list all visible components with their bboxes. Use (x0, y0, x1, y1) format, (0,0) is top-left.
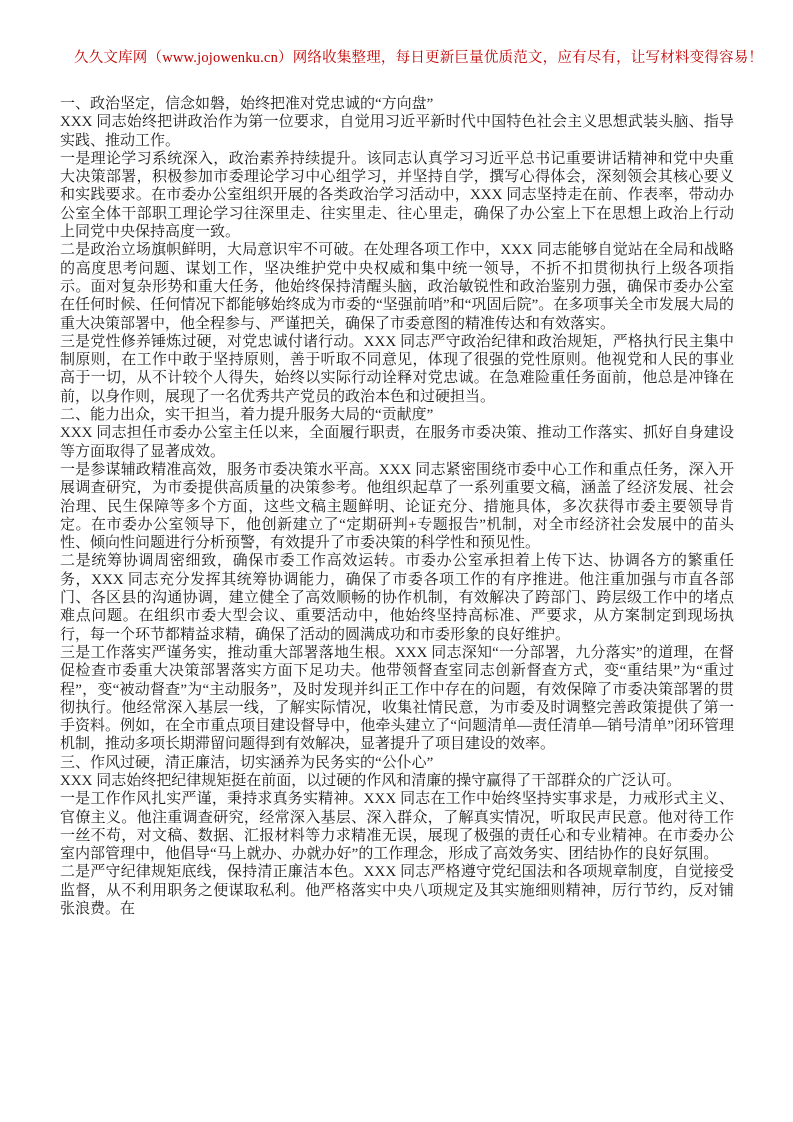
section-heading-1: 一、政治坚定，信念如磐，始终把准对党忠诚的“方向盘” (60, 96, 434, 112)
paragraph: 二是严守纪律规矩底线，保持清正廉洁本色。XXX 同志严格遵守党纪国法和各项规章制度，自觉接受监督，从不利用职务之便谋取私利。他严格落实中央八项规定及其实施细则精神，厉行节约，反对铺张浪费。在 (60, 864, 734, 918)
section-heading-3: 三、作风过硬，清正廉洁，切实涵养为民务实的“公仆心” (60, 754, 434, 771)
paragraph: 一是参谋辅政精准高效，服务市委决策水平高。XXX 同志紧密围绕市委中心工作和重点任务，深入开展调查研究，为市委提供高质量的决策参考。他组织起草了一系列重要文稿，涵盖了经济发展、社会治理、民生保障等多个方面，这些文稿主题鲜明、论证充分、措施具体，多次获得市委主要领导肯定。在市委办公室领导下，他创新建立了“定期研判+专题报告”机制，对全市经济社会发展中的苗头性、倾向性问题进行分析预警，有效提升了市委决策的科学性和预见性。 (60, 461, 734, 552)
paragraph: 一是工作作风扎实严谨，秉持求真务实精神。XXX 同志在工作中始终坚持实事求是，力戒形式主义、官僚主义。他注重调查研究，经常深入基层、深入群众，了解真实情况，听取民声民意。他对待工作一丝不苟，对文稿、数据、汇报材料等力求精准无误，展现了极强的责任心和专业精神。在市委办公室内部管理中，他倡导“马上就办、办就办好”的工作理念，形成了高效务实、团结协作的良好氛围。 (60, 791, 734, 863)
paragraph: 三是党性修养锤炼过硬，对党忠诚付诸行动。XXX 同志严守政治纪律和政治规矩，严格执行民主集中制原则，在工作中敢于坚持原则，善于听取不同意见，体现了很强的党性原则。他视党和人民的事业高于一切，从不计较个人得失，始终以实际行动诠释对党忠诚。在急难险重任务面前，他总是冲锋在前，以身作则，展现了一名优秀共产党员的政治本色和过硬担当。 (60, 333, 734, 405)
paragraph: XXX 同志始终把纪律规矩挺在前面，以过硬的作风和清廉的操守赢得了干部群众的广泛认可。 (60, 772, 682, 789)
section-heading-2: 二、能力出众，实干担当，着力提升服务大局的“贡献度” (60, 407, 434, 424)
paragraph: 二是统筹协调周密细致，确保市委工作高效运转。市委办公室承担着上传下达、协调各方的繁重任务，XXX 同志充分发挥其统筹协调能力，确保了市委各项工作的有序推进。他注重加强与市直各部门、各区县的沟通协调，建立健全了高效顺畅的协作机制，有效解决了跨部门、跨层级工作中的堵点难点问题。在组织市委大型会议、重要活动中，他始终坚持高标准、严要求，从方案制定到现场执行，每一个环节都精益求精，确保了活动的圆满成功和市委形象的良好维护。 (60, 553, 734, 643)
document-body (60, 95, 734, 918)
paragraph: XXX 同志担任市委办公室主任以来，全面履行职责，在服务市委决策、推动工作落实、抓好自身建设等方面取得了显著成效。 (60, 425, 734, 460)
paragraph: 二是政治立场旗帜鲜明，大局意识牢不可破。在处理各项工作中，XXX 同志能够自觉站在全局和战略的高度思考问题、谋划工作，坚决维护党中央权威和集中统一领导，不折不扣贯彻执行上级各项指示。面对复杂形势和重大任务，他始终保持清醒头脑，政治敏锐性和政治鉴别力强，确保市委办公室在任何时候、任何情况下都能够始终成为市委的“坚强前哨”和“巩固后院”。在多项事关全市发展大局的重大决策部署中，他全程参与、严谨把关，确保了市委意图的精准传达和有效落实。 (60, 242, 734, 332)
paragraph: 三是工作落实严谨务实，推动重大部署落地生根。XXX 同志深知“一分部署，九分落实”的道理，在督促检查市委重大决策部署落实方面下足功夫。他带领督查室同志创新督查方式，变“重结果”为“重过程”，变“被动督查”为“主动服务”，及时发现并纠正工作中存在的问题，有效保障了市委决策部署的贯彻执行。他经常深入基层一线，了解实际情况，收集社情民意，为市委及时调整完善政策提供了第一手资料。例如，在全市重点项目建设督导中，他牵头建立了“问题清单—责任清单—销号清单”闭环管理机制，推动多项长期滞留问题得到有效解决，显著提升了项目建设的效率。 (60, 644, 734, 753)
paragraph: XXX 同志始终把讲政治作为第一位要求，自觉用习近平新时代中国特色社会主义思想武装头脑、指导实践、推动工作。 (60, 114, 734, 149)
watermark-header (74, 49, 764, 68)
watermark-text: 久久文库网（www.jojowenku.cn）网络收集整理，每日更新巨量优质范文，应有尽有，让写材料变得容易！ (74, 50, 764, 66)
paragraph: 一是理论学习系统深入，政治素养持续提升。该同志认真学习习近平总书记重要讲话精神和党中央重大决策部署，积极参加市委理论学习中心组学习，并坚持自学，撰写心得体会，深刻领会其核心要义和实践要求。在市委办公室组织开展的各类政治学习活动中，XXX 同志坚持走在前、作表率，带动办公室全体干部职工理论学习往深里走、往实里走、往心里走，确保了办公室上下在思想上政治上行动上同党中央保持高度一致。 (60, 150, 734, 241)
